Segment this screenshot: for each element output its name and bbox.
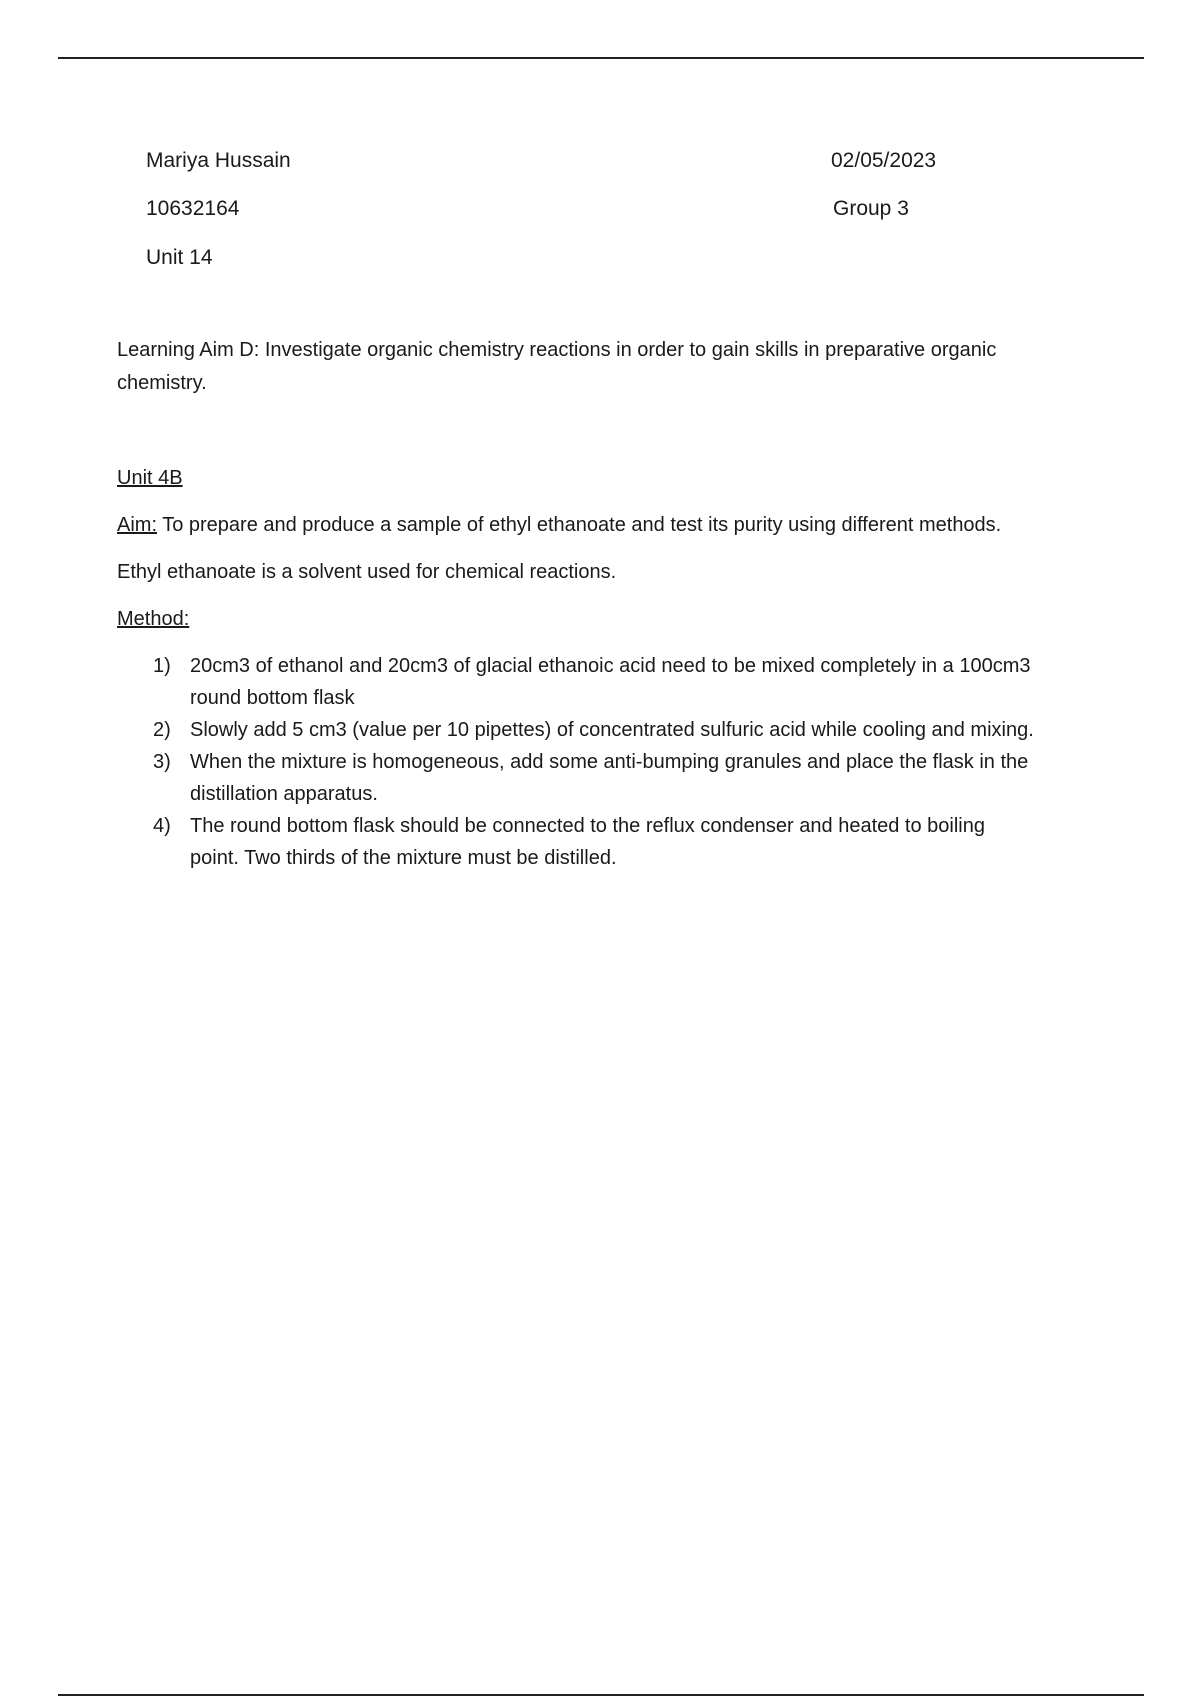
group-label: Group 3: [833, 197, 909, 220]
step-number: 4): [153, 815, 171, 837]
section-title: Unit 4B: [117, 467, 183, 489]
step-number: 1): [153, 655, 171, 677]
method-steps: [117, 650, 1037, 874]
step-number: 2): [153, 719, 171, 741]
method-step: [153, 650, 1037, 714]
unit-label: Unit 14: [146, 246, 213, 269]
aim-paragraph: [117, 509, 1037, 542]
method-step: [153, 810, 1037, 874]
date: 02/05/2023: [831, 149, 937, 172]
step-text: The round bottom flask should be connected to the reflux condenser and heated to boiling point. Two thirds of the mixture must be distilled.: [190, 815, 985, 869]
aim-text: To prepare and produce a sample of ethyl ethanoate and test its purity using different methods.: [157, 514, 1002, 536]
aim-label: Aim:: [117, 514, 157, 536]
method-step: [153, 746, 1037, 810]
student-name: Mariya Hussain: [146, 149, 291, 172]
description: Ethyl ethanoate is a solvent used for chemical reactions.: [117, 561, 617, 583]
step-text: 20cm3 of ethanol and 20cm3 of glacial ethanoic acid need to be mixed completely in a 100cm3 round bottom flask: [190, 655, 1031, 709]
method-step: [153, 714, 1037, 746]
step-text: Slowly add 5 cm3 (value per 10 pipettes) of concentrated sulfuric acid while cooling and mixing.: [190, 719, 1034, 741]
method-heading: Method:: [117, 608, 190, 630]
student-id: 10632164: [146, 197, 240, 220]
learning-aim: Learning Aim D: Investigate organic chemistry reactions in order to gain skills in preparative organic chemistry.: [117, 339, 997, 394]
bottom-rule: [58, 1694, 1144, 1696]
step-number: 3): [153, 751, 171, 773]
step-text: When the mixture is homogeneous, add some anti-bumping granules and place the flask in the distillation apparatus.: [190, 751, 1029, 805]
top-rule: [58, 57, 1144, 59]
document-body: [117, 334, 1037, 874]
